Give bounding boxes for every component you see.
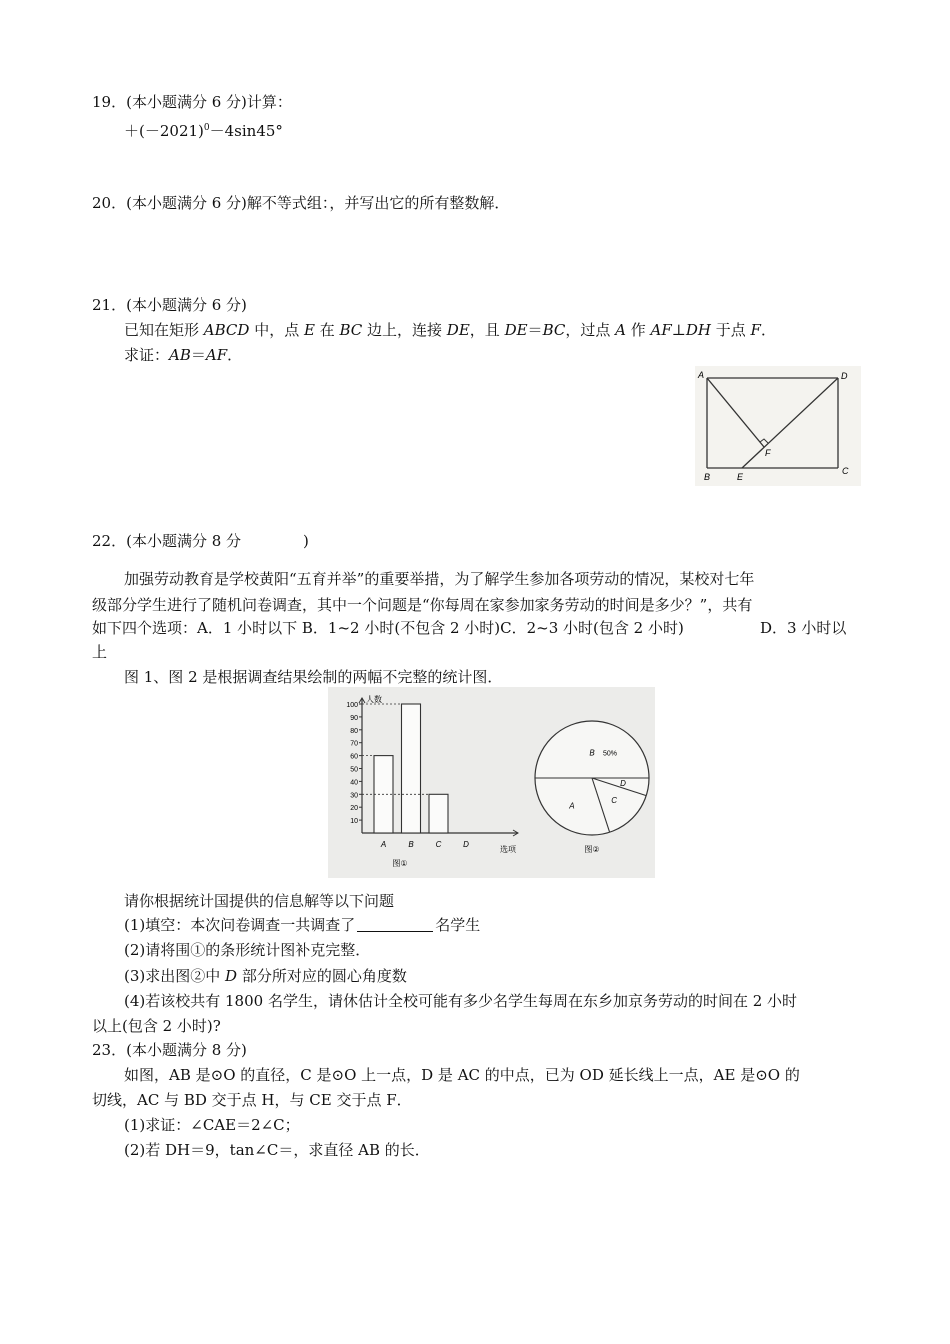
q21-statement: 已知在矩形 ABCD 中，点 E 在 BC 边上，连接 DE，且 DE＝BC，过点 A 作 AF⊥DH 于点 F． bbox=[124, 321, 776, 339]
y-tick-label: 80 bbox=[350, 727, 358, 735]
q21-header: 21．(本小题满分 6 分) bbox=[92, 296, 247, 314]
y-tick-label: 20 bbox=[350, 805, 358, 813]
q23-para2: 切线，AC 与 BD 交于点 H，与 CE 交于点 F． bbox=[92, 1091, 412, 1109]
q20-header: 20．(本小题满分 6 分)解不等式组：，并写出它的所有整数解． bbox=[92, 194, 510, 212]
label-d: D bbox=[841, 371, 848, 381]
q21-rectangle-figure bbox=[695, 366, 861, 486]
pie-title: 图② bbox=[584, 845, 600, 854]
y-tick-label: 50 bbox=[350, 766, 358, 774]
chart-title: 图① bbox=[392, 859, 408, 868]
q22-intro: 请你根据统计国提供的信息解等以下问题 bbox=[124, 892, 395, 910]
q22-subq4b: 以上(包含 2 小时)? bbox=[92, 1017, 221, 1035]
x-axis-label: 选项 bbox=[500, 845, 516, 854]
q22-subq3: (3)求出图②中 D 部分所对应的圆心角度数 bbox=[124, 967, 407, 985]
q19-expression: $+(-2021)^0-4\sin 45^\circ$ bbox=[124, 122, 283, 140]
label-c: C bbox=[842, 466, 849, 476]
x-tick-label: B bbox=[408, 840, 414, 849]
x-tick-label: C bbox=[435, 840, 442, 849]
x-tick-label: A bbox=[380, 840, 387, 849]
q23-subq2: (2)若 DH＝9，tan∠C＝，求直径 AB 的长． bbox=[124, 1141, 430, 1159]
y-tick-label: 30 bbox=[350, 792, 358, 800]
y-tick-label: 70 bbox=[350, 740, 358, 748]
pie-label-c: C bbox=[611, 796, 618, 806]
q22-para5: 图 1、图 2 是根据调查结果绘制的两幅不完整的统计图． bbox=[124, 668, 503, 686]
q22-para2: 级部分学生进行了随机问卷调查，其中一个问题是“你每周在家参加家务劳动的时间是多少？”，共有 bbox=[92, 596, 753, 614]
label-b: B bbox=[704, 472, 711, 482]
q22-statistics-charts bbox=[328, 687, 655, 878]
q21-prove: 求证：AB＝AF． bbox=[124, 346, 243, 364]
q22-subq1: (1)填空：本次问卷调查一共调查了 名学生 bbox=[124, 916, 481, 934]
y-tick-label: 90 bbox=[350, 714, 358, 722]
q19-header: 19．(本小题满分 6 分)计算： bbox=[92, 93, 292, 111]
y-tick-label: 100 bbox=[346, 702, 358, 709]
q22-subq2: (2)请将围①的条形统计图补克完整． bbox=[124, 941, 371, 959]
label-a: A bbox=[698, 370, 705, 380]
q23-header: 23．(本小题满分 8 分) bbox=[92, 1041, 247, 1059]
q22-para3b: D．3 小时以 bbox=[760, 619, 847, 637]
q23-subq1: (1)求证：∠CAE＝2∠C； bbox=[124, 1116, 300, 1134]
y-tick-label: 60 bbox=[350, 753, 358, 761]
answer-blank[interactable] bbox=[357, 917, 433, 932]
q22-para3a: 如下四个选项：A．1 小时以下 B．1~2 小时(不包含 2 小时)C．2~3 小时(包含 2 小时) bbox=[92, 619, 684, 637]
x-tick-label: D bbox=[463, 840, 469, 849]
bar-b bbox=[402, 704, 421, 833]
y-axis-label: 人数 bbox=[366, 695, 382, 704]
q22-para1: 加强劳动教育是学校黄阳“五育并举”的重要举措，为了解学生参加各项劳动的情况，某校对七年 bbox=[124, 570, 755, 588]
q22-header: 22．(本小题满分 8 分 ) bbox=[92, 532, 309, 550]
y-tick-label: 40 bbox=[350, 779, 358, 787]
q22-subq4a: (4)若该校共有 1800 名学生，请休估计全校可能有多少名学生每周在东乡加京务劳动的时间在 2 小时 bbox=[124, 992, 798, 1010]
pie-percent-b: 50% bbox=[602, 750, 618, 758]
q22-para4: 上 bbox=[92, 643, 108, 661]
bar-c bbox=[429, 794, 448, 833]
pie-label-a: A bbox=[569, 801, 575, 811]
y-tick-label: 10 bbox=[350, 818, 358, 826]
pie-label-b: B bbox=[589, 748, 595, 758]
q23-para1: 如图，AB 是⊙O 的直径，C 是⊙O 上一点，D 是 AC 的中点，已为 OD 延长线上一点，AE 是⊙O 的 bbox=[124, 1066, 800, 1084]
pie-label-d: D bbox=[620, 778, 626, 788]
label-e: E bbox=[737, 472, 744, 482]
label-f: F bbox=[765, 448, 771, 458]
